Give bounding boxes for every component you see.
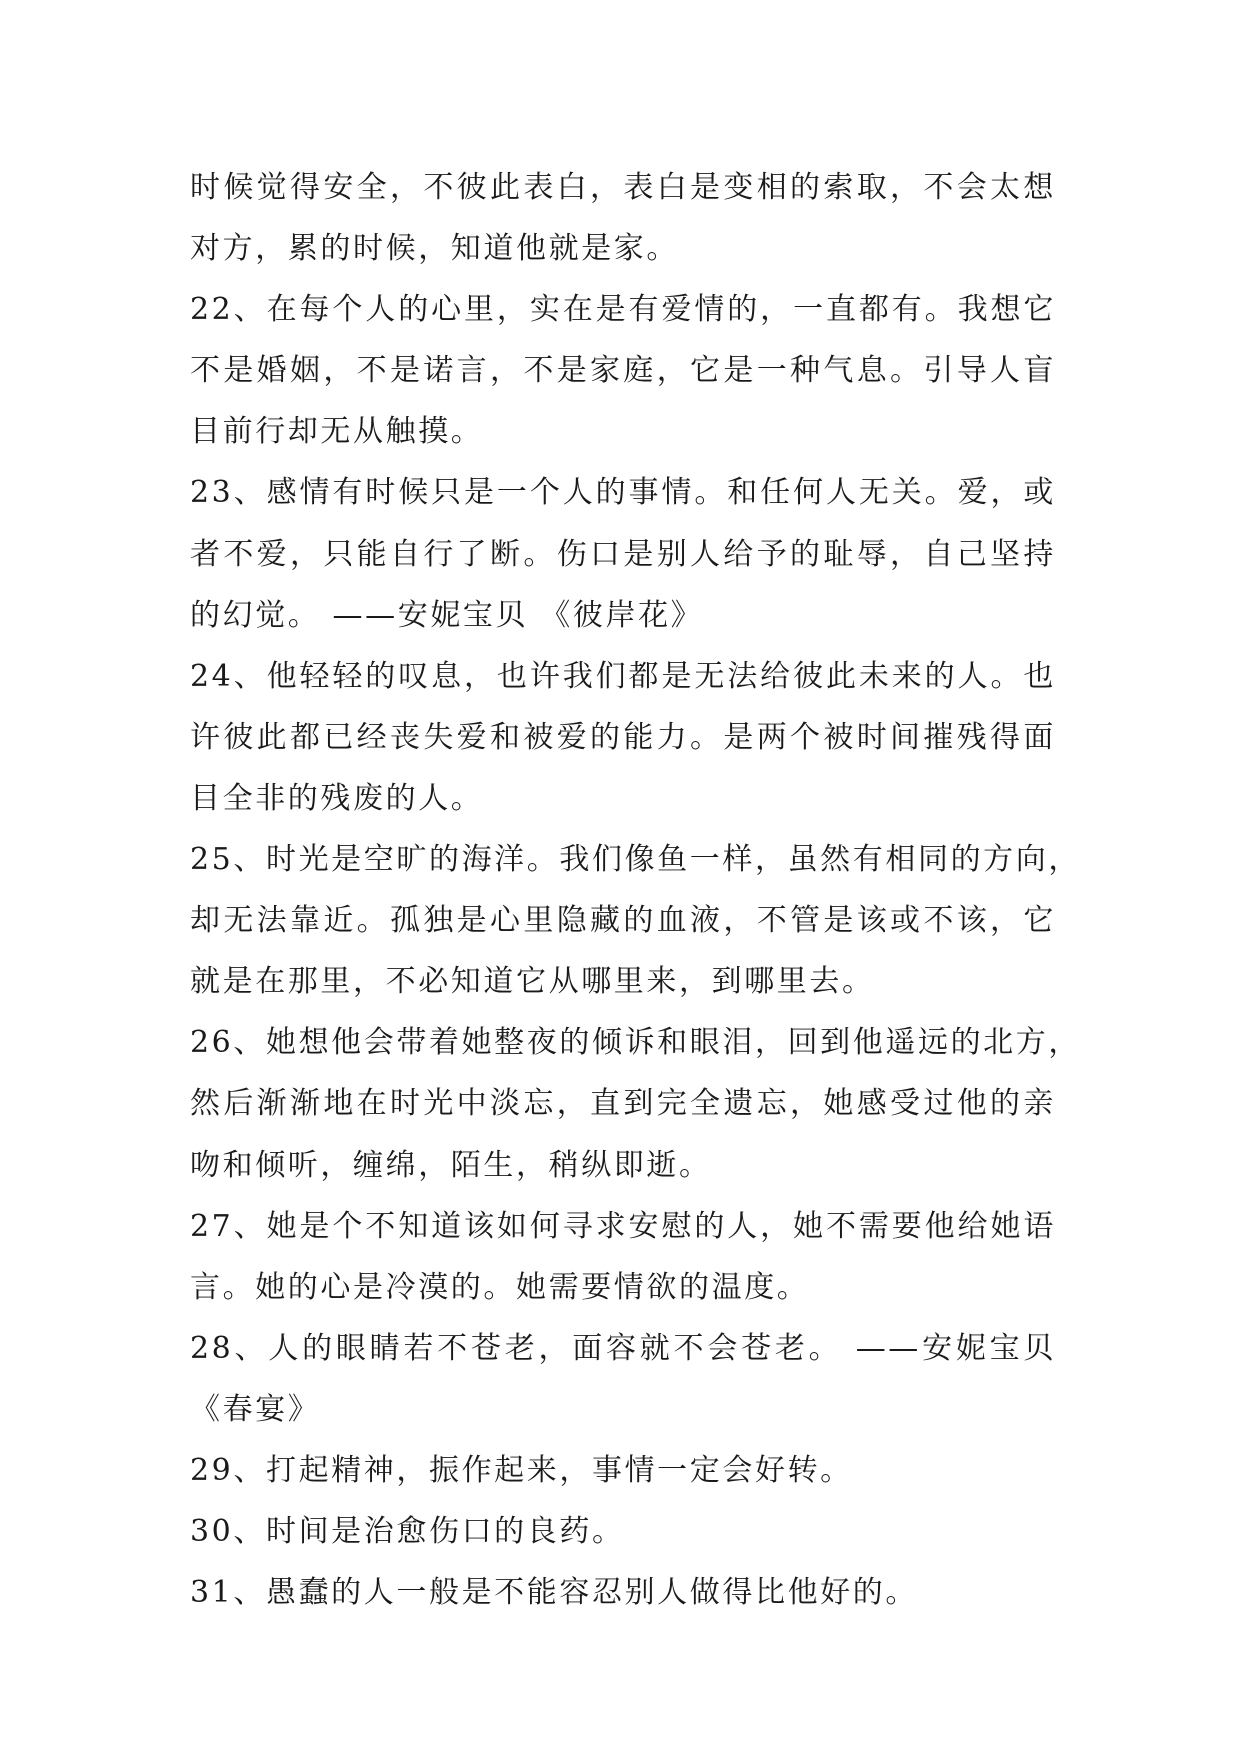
text-line: 28、人的眼睛若不苍老，面容就不会苍老。 ——安妮宝贝	[190, 1330, 1056, 1366]
text-line: 的幻觉。 ——安妮宝贝 《彼岸花》	[190, 597, 704, 633]
text-line: 却无法靠近。孤独是心里隐藏的血液，不管是该或不该，它	[190, 903, 1056, 939]
text-line: 22、在每个人的心里，实在是有爱情的，一直都有。我想它	[190, 292, 1056, 328]
text-line: 对方，累的时候，知道他就是家。	[190, 231, 679, 267]
text-line: 言。她的心是冷漠的。她需要情欲的温度。	[190, 1269, 810, 1305]
text-line: 《春宴》	[190, 1391, 321, 1427]
text-line: 27、她是个不知道该如何寻求安慰的人，她不需要他给她语	[190, 1208, 1056, 1244]
text-line: 26、她想他会带着她整夜的倾诉和眼泪，回到他遥远的北方，	[190, 1025, 1081, 1061]
text-line: 25、时光是空旷的海洋。我们像鱼一样，虽然有相同的方向，	[190, 842, 1081, 878]
text-line: 时候觉得安全，不彼此表白，表白是变相的索取，不会太想	[190, 170, 1056, 205]
text-line: 者不爱，只能自行了断。伤口是别人给予的耻辱，自己坚持	[190, 536, 1056, 572]
text-line: 23、感情有时候只是一个人的事情。和任何人无关。爱，或	[190, 475, 1056, 511]
text-line: 29、打起精神，振作起来，事情一定会好转。	[190, 1452, 853, 1488]
text-line: 不是婚姻，不是诺言，不是家庭，它是一种气息。引导人盲	[190, 353, 1056, 389]
text-line: 31、愚蠢的人一般是不能容忍别人做得比他好的。	[190, 1575, 918, 1611]
text-line: 然后渐渐地在时光中淡忘，直到完全遗忘，她感受过他的亲	[190, 1086, 1056, 1122]
text-line: 就是在那里，不必知道它从哪里来，到哪里去。	[190, 964, 875, 1000]
text-line: 许彼此都已经丧失爱和被爱的能力。是两个被时间摧残得面	[190, 719, 1056, 755]
text-line: 30、时间是治愈伤口的良药。	[190, 1514, 625, 1550]
text-line: 24、他轻轻的叹息，也许我们都是无法给彼此未来的人。也	[190, 658, 1056, 694]
text-line: 目前行却无从触摸。	[190, 414, 484, 450]
text-line: 目全非的残废的人。	[190, 780, 484, 816]
document-body	[190, 157, 1081, 1623]
text-line: 吻和倾听，缠绵，陌生，稍纵即逝。	[190, 1147, 712, 1183]
